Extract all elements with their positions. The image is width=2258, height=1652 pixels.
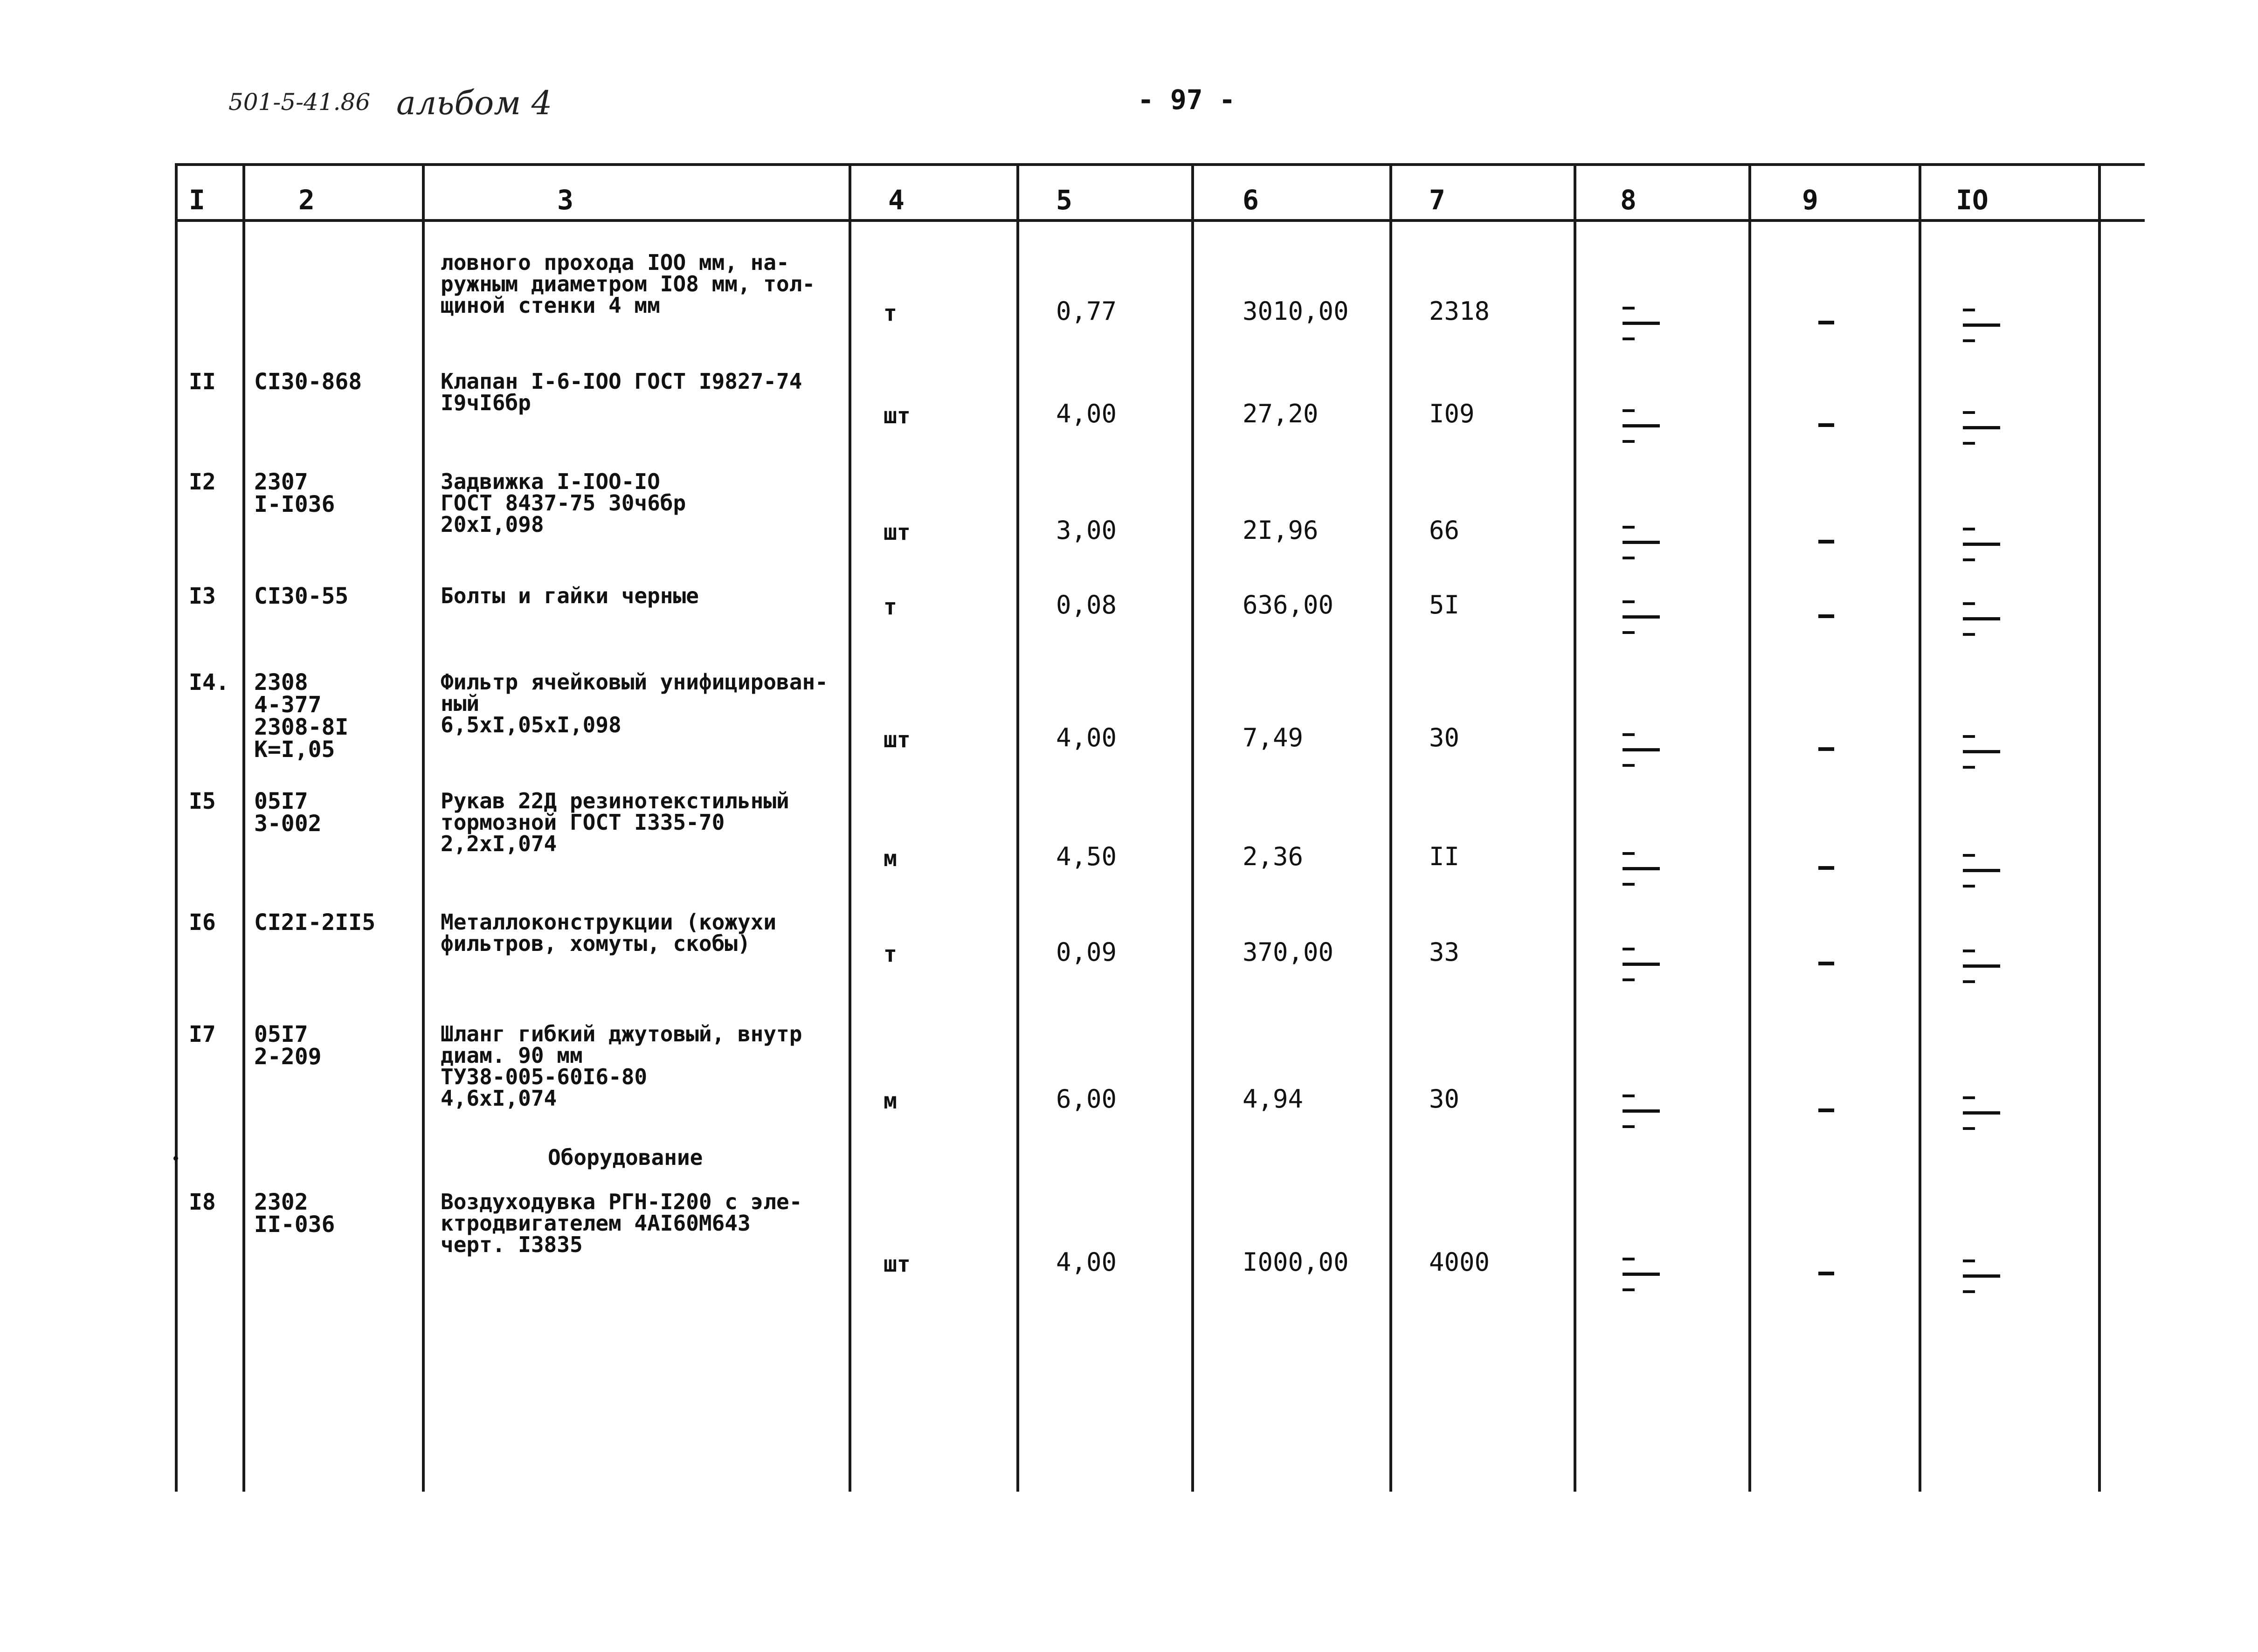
dash-mark <box>1618 304 1660 341</box>
dash-mark <box>1818 614 1834 618</box>
total-cost: 66 <box>1429 516 1460 545</box>
header-bottom-rule <box>175 219 2145 222</box>
dash-mark <box>1818 1108 1834 1112</box>
dash-mark <box>1818 423 1834 427</box>
unit: м <box>884 846 897 872</box>
item-code: 2308 4-377 2308-8I К=I,05 <box>254 669 349 763</box>
col-divider <box>175 163 178 1492</box>
quantity: 0,77 <box>1056 296 1117 326</box>
column-header: I <box>189 184 205 216</box>
quantity: 3,00 <box>1056 516 1117 545</box>
item-description: Металлоконструкции (кожухи фильтров, хомуты, скобы) <box>441 909 777 956</box>
unit-price: 370,00 <box>1243 937 1334 967</box>
item-description: Клапан I-6-IOO ГОСТ I9827-74 I9чI6бр <box>441 369 802 415</box>
dash-mark <box>1958 1094 2000 1131</box>
doc-code: 501-5-41.86 <box>228 89 371 116</box>
col-divider <box>242 163 245 1492</box>
row-number: I6 <box>189 909 216 936</box>
dash-mark <box>1958 851 2000 888</box>
col-divider <box>422 163 425 1492</box>
unit: т <box>884 941 897 967</box>
item-code: 05I7 2-209 <box>254 1021 322 1070</box>
item-description: ловного прохода IOO мм, на- ружным диаметром IO8 мм, тол- щиной стенки 4 мм <box>441 250 815 318</box>
total-cost: II <box>1429 842 1460 871</box>
dash-mark <box>1818 540 1834 544</box>
dash-mark <box>1618 598 1660 635</box>
unit: м <box>884 1088 897 1114</box>
column-header: 7 <box>1429 184 1445 216</box>
dash-mark <box>1958 599 2000 637</box>
item-code: CI30-868 <box>254 369 362 395</box>
item-code: CI30-55 <box>254 583 349 609</box>
column-header: 9 <box>1802 184 1818 216</box>
column-header: 5 <box>1056 184 1072 216</box>
dash-mark <box>1818 962 1834 965</box>
col-divider <box>1919 163 1921 1492</box>
row-number: I5 <box>189 788 216 814</box>
table-top-rule <box>175 163 2145 166</box>
col-divider <box>1389 163 1392 1492</box>
dash-mark <box>1618 406 1660 444</box>
unit-price: 2,36 <box>1243 842 1304 871</box>
unit-price: 7,49 <box>1243 723 1304 752</box>
dash-mark <box>1618 730 1660 768</box>
col-divider <box>1191 163 1194 1492</box>
column-header: 3 <box>557 184 573 216</box>
column-header: 4 <box>888 184 905 216</box>
dash-mark <box>1618 1255 1660 1292</box>
col-divider <box>1574 163 1576 1492</box>
total-cost: 2318 <box>1429 296 1490 326</box>
dash-mark <box>1818 1272 1834 1275</box>
unit-price: 2I,96 <box>1243 516 1319 545</box>
unit: шт <box>884 519 911 545</box>
col-divider <box>1748 163 1751 1492</box>
row-number: I2 <box>189 469 216 495</box>
section-heading: Оборудование <box>548 1145 703 1170</box>
col-divider <box>1016 163 1019 1492</box>
unit: шт <box>884 1251 911 1277</box>
unit: шт <box>884 403 911 429</box>
album-label: альбом 4 <box>396 84 552 122</box>
dash-mark <box>1618 945 1660 982</box>
unit-price: 636,00 <box>1243 590 1334 620</box>
quantity: 0,09 <box>1056 937 1117 967</box>
column-header: 2 <box>298 184 315 216</box>
row-number: I8 <box>189 1189 216 1215</box>
unit-price: 27,20 <box>1243 399 1319 428</box>
unit-price: 3010,00 <box>1243 296 1349 326</box>
item-code: CI2I-2II5 <box>254 909 376 936</box>
dash-mark <box>1618 849 1660 887</box>
col-divider <box>849 163 851 1492</box>
total-cost: 5I <box>1429 590 1460 620</box>
quantity: 4,00 <box>1056 399 1117 428</box>
item-description: Болты и гайки черные <box>441 583 699 608</box>
page-number: - 97 - <box>1138 84 1236 116</box>
quantity: 6,00 <box>1056 1084 1117 1114</box>
dash-mark <box>1958 1257 2000 1294</box>
spec-table <box>175 163 2145 1492</box>
unit-price: 4,94 <box>1243 1084 1304 1114</box>
dash-mark <box>1618 523 1660 560</box>
total-cost: 30 <box>1429 723 1460 752</box>
column-header: 8 <box>1620 184 1637 216</box>
total-cost: 30 <box>1429 1084 1460 1114</box>
quantity: 4,00 <box>1056 723 1117 752</box>
dash-mark <box>1958 306 2000 343</box>
item-description: Задвижка I-IOO-IO ГОСТ 8437-75 30ч6бр 20xI,098 <box>441 469 686 537</box>
item-description: Рукав 22Д резинотекстильный тормозной ГОСТ I335-70 2,2xI,074 <box>441 788 789 856</box>
item-code: 2302 II-036 <box>254 1189 335 1238</box>
item-description: Шланг гибкий джутовый, внутр диам. 90 мм ТУ38-005-60I6-80 4,6xI,074 <box>441 1021 802 1111</box>
total-cost: 33 <box>1429 937 1460 967</box>
item-description: Воздуходувка РГН-I200 с эле- ктродвигателем 4АI60М643 черт. I3835 <box>441 1189 802 1257</box>
row-number: I3 <box>189 583 216 609</box>
col-divider <box>2098 163 2101 1492</box>
dash-mark <box>1818 866 1834 870</box>
unit: т <box>884 594 897 620</box>
unit: шт <box>884 727 911 753</box>
item-description: Фильтр ячейковый унифицирован- ный 6,5xI,05xI,098 <box>441 669 828 737</box>
dash-mark <box>1958 732 2000 770</box>
quantity: 0,08 <box>1056 590 1117 620</box>
dash-mark <box>1818 321 1834 324</box>
column-header: 6 <box>1243 184 1259 216</box>
total-cost: 4000 <box>1429 1247 1490 1277</box>
dash-mark <box>1818 747 1834 751</box>
dash-mark <box>1958 947 2000 984</box>
dash-mark <box>1958 525 2000 562</box>
row-number: I7 <box>189 1021 216 1047</box>
row-number: II <box>189 369 216 395</box>
column-header: IO <box>1956 184 1989 216</box>
item-code: 05I7 3-002 <box>254 788 322 837</box>
total-cost: I09 <box>1429 399 1475 428</box>
margin-mark <box>173 1156 178 1161</box>
dash-mark <box>1958 408 2000 446</box>
row-number: I4. <box>189 669 229 695</box>
unit: т <box>884 300 897 326</box>
quantity: 4,50 <box>1056 842 1117 871</box>
dash-mark <box>1618 1092 1660 1129</box>
quantity: 4,00 <box>1056 1247 1117 1277</box>
unit-price: I000,00 <box>1243 1247 1349 1277</box>
item-code: 2307 I-I036 <box>254 469 335 517</box>
